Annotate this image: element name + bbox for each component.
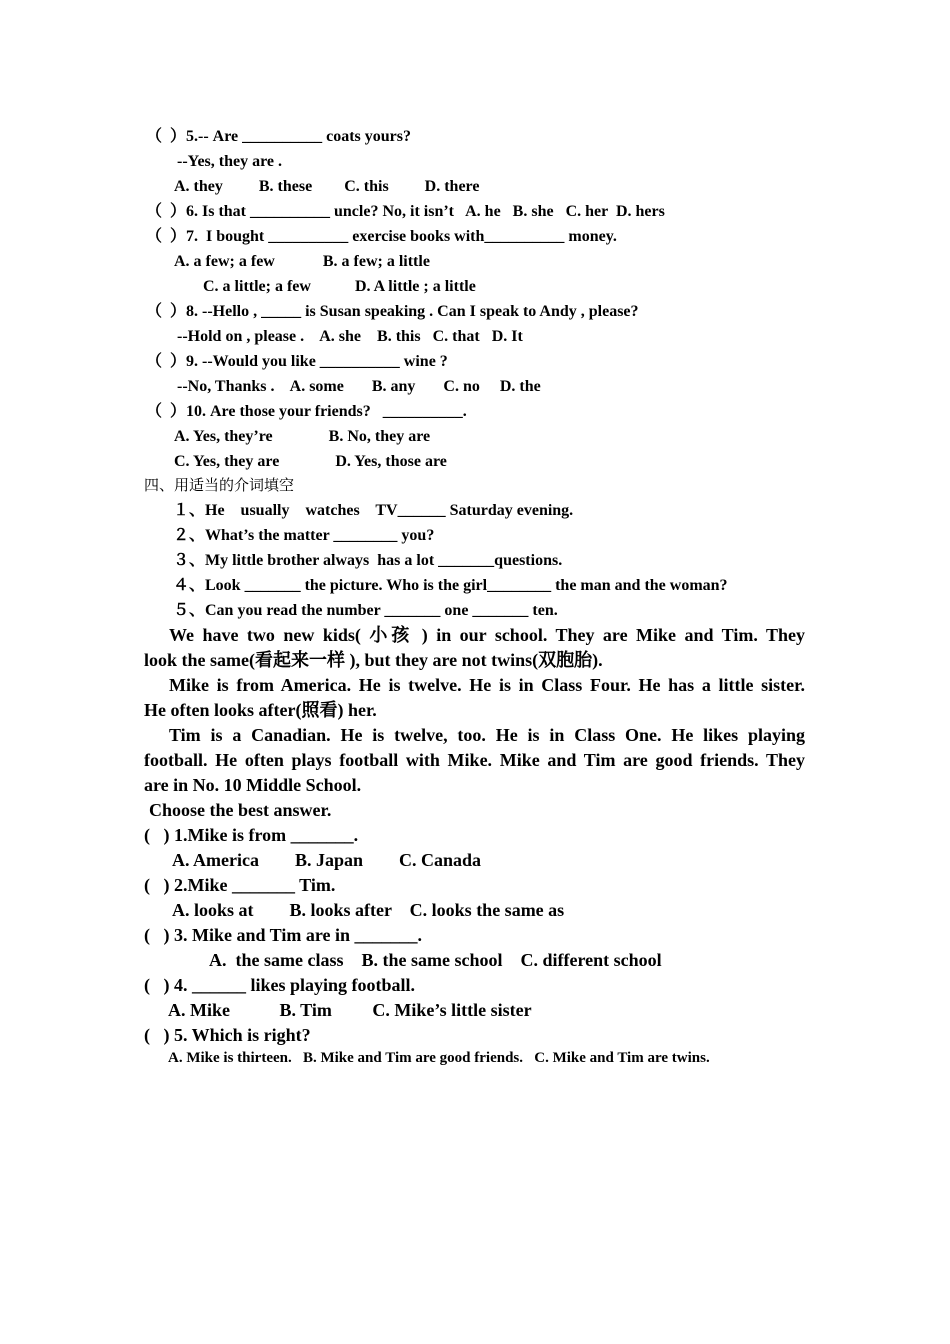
mc-q7-stem: （ ）7. I bought __________ exercise books with__________ money. [146, 228, 617, 245]
section4-item-5: ５、Can you read the number _______ one _______ ten. [173, 602, 558, 619]
section4-item-4: ４、Look _______ the picture. Who is the girl________ the man and the woman? [173, 577, 728, 594]
mc-q8-reply: --Hold on , please . A. she B. this C. that D. It [177, 328, 523, 345]
passage-p1-line2: look the same(看起来一样 ), but they are not twins(双胞胎). [144, 650, 603, 670]
reading-q4-options: A. Mike B. Tim C. Mike’s little sister [168, 1000, 532, 1020]
section4-item-1: １、He usually watches TV______ Saturday evening. [173, 502, 574, 519]
mc-q9-stem: （ ）9. --Would you like __________ wine ? [146, 353, 448, 370]
mc-q5-reply: --Yes, they are . [177, 153, 283, 170]
reading-q4-stem: ( ) 4. ______ likes playing football. [144, 975, 416, 995]
reading-q3-stem: ( ) 3. Mike and Tim are in _______. [144, 925, 423, 945]
mc-q10-stem: （ ）10. Are those your friends? __________. [146, 403, 467, 420]
reading-q1-options: A. America B. Japan C. Canada [172, 850, 482, 870]
passage-p1-line1: We have two new kids( 小孩 ) in our school. They are Mike and Tim. They [169, 625, 805, 645]
section4-title: 四、用适当的介词填空 [144, 476, 295, 494]
reading-q5-options: A. Mike is thirteen. B. Mike and Tim are good friends. C. Mike and Tim are twins. [168, 1050, 710, 1066]
reading-q2-options: A. looks at B. looks after C. looks the same as [172, 900, 565, 920]
mc-q5-stem: （ ）5.-- Are __________ coats yours? [146, 128, 412, 145]
mc-q7-options-1: A. a few; a few B. a few; a little [174, 253, 430, 270]
passage-p3-line2: football. He often plays football with Mike. Mike and Tim are good friends. They [144, 750, 805, 770]
mc-q7-options-2: C. a little; a few D. A little ; a little [203, 278, 476, 295]
section4-item-2: ２、What’s the matter ________ you? [173, 527, 435, 544]
reading-q2-stem: ( ) 2.Mike _______ Tim. [144, 875, 336, 895]
reading-instruction: Choose the best answer. [149, 800, 332, 820]
passage-p2-line1: Mike is from America. He is twelve. He is in Class Four. He has a little sister. [169, 675, 805, 695]
reading-q5-stem: ( ) 5. Which is right? [144, 1025, 311, 1045]
reading-q1-stem: ( ) 1.Mike is from _______. [144, 825, 359, 845]
passage-p3-line1: Tim is a Canadian. He is twelve, too. He is in Class One. He likes playing [169, 725, 805, 745]
mc-q10-options-1: A. Yes, they’re B. No, they are [174, 428, 431, 445]
mc-q8-stem: （ ）8. --Hello , _____ is Susan speaking . Can I speak to Andy , please? [146, 303, 639, 320]
mc-q9-reply: --No, Thanks . A. some B. any C. no D. the [177, 378, 541, 395]
mc-q6-line: （ ）6. Is that __________ uncle? No, it isn’t A. he B. she C. her D. hers [146, 203, 665, 220]
passage-p2-line2: He often looks after(照看) her. [144, 700, 377, 720]
section4-item-3: ３、My little brother always has a lot _______questions. [173, 552, 563, 569]
mc-q10-options-2: C. Yes, they are D. Yes, those are [174, 453, 447, 470]
reading-q3-options: A. the same class B. the same school C. different school [209, 950, 662, 970]
mc-q5-options: A. they B. these C. this D. there [174, 178, 480, 195]
passage-p3-line3: are in No. 10 Middle School. [144, 775, 362, 795]
